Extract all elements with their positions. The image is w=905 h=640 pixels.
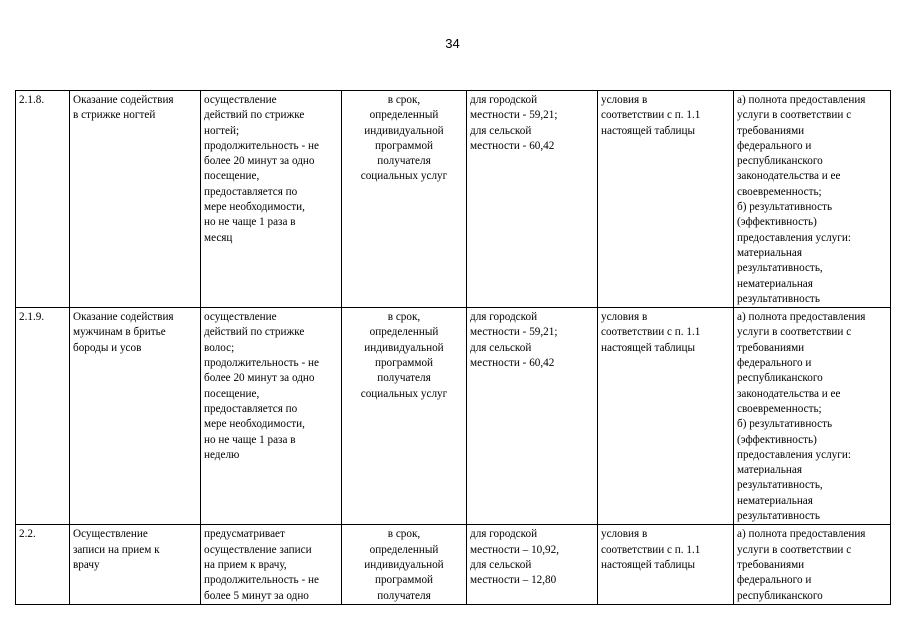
service-conditions-cell: условия в соответствии с п. 1.1 настоящей таблицы: [598, 91, 734, 308]
service-term-cell: в срок, определенный индивидуальной программой получателя социальных услуг: [342, 308, 467, 525]
service-indicators-cell: а) полнота предоставления услуги в соответствии с требованиями федерального и республиканского законодательства и ее своевременность; б) результативность (эффективность) предоставления услуги: материальная результативность, нематериальная результативность: [734, 308, 891, 525]
service-tariff-cell: для городской местности - 59,21; для сельской местности - 60,42: [467, 91, 598, 308]
service-content-cell: предусматривает осуществление записи на прием к врачу, продолжительность - не более 5 минут за одно: [201, 525, 342, 604]
table-row: [16, 91, 891, 308]
service-conditions-cell: условия в соответствии с п. 1.1 настоящей таблицы: [598, 308, 734, 525]
service-number-cell: 2.1.8.: [16, 91, 70, 308]
service-name-cell: Осуществление записи на прием к врачу: [70, 525, 201, 604]
table-row: [16, 525, 891, 604]
service-term-cell: в срок, определенный индивидуальной программой получателя социальных услуг: [342, 91, 467, 308]
service-conditions-cell: условия в соответствии с п. 1.1 настоящей таблицы: [598, 525, 734, 604]
service-term-cell: в срок, определенный индивидуальной программой получателя: [342, 525, 467, 604]
service-indicators-cell: а) полнота предоставления услуги в соответствии с требованиями федерального и республиканского: [734, 525, 891, 604]
service-name-cell: Оказание содействия в стрижке ногтей: [70, 91, 201, 308]
services-table: [15, 90, 891, 605]
service-indicators-cell: а) полнота предоставления услуги в соответствии с требованиями федерального и республиканского законодательства и ее своевременность; б) результативность (эффективность) предоставления услуги: материальная результативность, нематериальная результативность: [734, 91, 891, 308]
service-content-cell: осуществление действий по стрижке волос; продолжительность - не более 20 минут за одно посещение, предоставляется по мере необходимости, но не чаще 1 раза в неделю: [201, 308, 342, 525]
page-number: 34: [445, 36, 460, 51]
service-number-cell: 2.2.: [16, 525, 70, 604]
table-row: [16, 308, 891, 525]
service-number-cell: 2.1.9.: [16, 308, 70, 525]
service-name-cell: Оказание содействия мужчинам в бритье бороды и усов: [70, 308, 201, 525]
service-tariff-cell: для городской местности - 59,21; для сельской местности - 60,42: [467, 308, 598, 525]
service-tariff-cell: для городской местности – 10,92, для сельской местности – 12,80: [467, 525, 598, 604]
service-content-cell: осуществление действий по стрижке ногтей; продолжительность - не более 20 минут за одно посещение, предоставляется по мере необходимости, но не чаще 1 раза в месяц: [201, 91, 342, 308]
